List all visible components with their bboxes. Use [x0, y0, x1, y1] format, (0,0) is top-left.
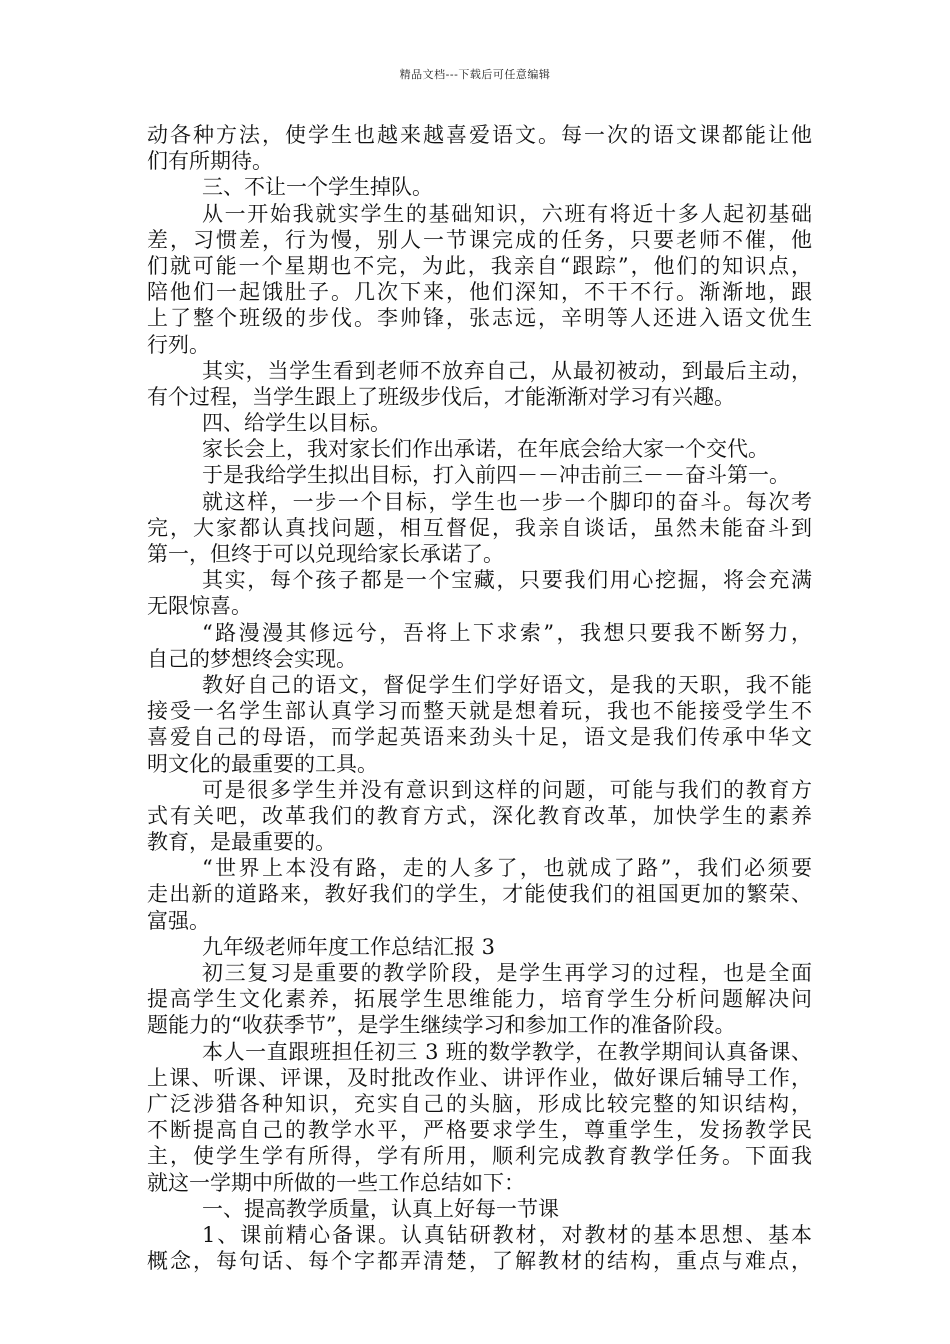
- text-line: 提高学生文化素养，拓展学生思维能力，培育学生分析问题解决问: [147, 987, 812, 1012]
- text-line: 广泛涉猎各种知识，充实自己的头脑，形成比较完整的知识结构，: [147, 1091, 812, 1116]
- text-line: 家长会上，我对家长们作出承诺，在年底会给大家一个交代。: [202, 437, 769, 462]
- text-line: 题能力的“收获季节”，是学生继续学习和参加工作的准备阶段。: [147, 1013, 736, 1038]
- text-line: 主，使学生学有所得，学有所用，顺利完成教育教学任务。下面我: [147, 1144, 812, 1169]
- text-line: “路漫漫其修远兮，吾将上下求索”，我想只要我不断努力，: [202, 620, 812, 645]
- text-line: 一、提高教学质量，认真上好每一节课: [202, 1196, 559, 1221]
- text-line: 就这样，一步一个目标，学生也一步一个脚印的奋斗。每次考: [202, 489, 812, 514]
- text-line: 本人一直跟班担任初三 3 班的数学教学，在教学期间认真备课、: [202, 1039, 812, 1064]
- text-line: 就这一学期中所做的一些工作总结如下：: [147, 1170, 525, 1195]
- text-line: 无限惊喜。: [147, 594, 252, 619]
- text-line: 式有关吧，改革我们的教育方式，深化教育改革，加快学生的素养: [147, 803, 812, 828]
- text-line: 教育，是最重要的。: [147, 830, 336, 855]
- text-line: 动各种方法，使学生也越来越喜爱语文。每一次的语文课都能让他: [147, 123, 812, 147]
- text-line: 行列。: [147, 332, 210, 357]
- text-line: 1、课前精心备课。认真钻研教材，对教材的基本思想、基本: [202, 1222, 812, 1247]
- text-line: 自己的梦想终会实现。: [147, 646, 357, 671]
- text-line: 接受一名学生部认真学习而整天就是想着玩，我也不能接受学生不: [147, 699, 812, 724]
- text-line: 有个过程，当学生跟上了班级步伐后，才能渐渐对学习有兴趣。: [147, 384, 735, 409]
- text-line: 上了整个班级的步伐。李帅锋，张志远，辛明等人还进入语文优生: [147, 306, 812, 331]
- text-line: 上课、听课、评课，及时批改作业、讲评作业，做好课后辅导工作，: [147, 1065, 812, 1090]
- text-line: 走出新的道路来，教好我们的学生，才能使我们的祖国更加的繁荣、: [147, 882, 812, 907]
- text-line: 其实，当学生看到老师不放弃自己，从最初被动，到最后主动，: [202, 358, 812, 383]
- page-header: 精品文档---下载后可任意编辑: [399, 68, 551, 81]
- text-line: 陪他们一起饿肚子。几次下来，他们深知，不干不行。渐渐地，跟: [147, 280, 812, 305]
- document-body: [147, 122, 812, 1274]
- text-line: 明文化的最重要的工具。: [147, 751, 378, 776]
- text-line: 们有所期待。: [147, 149, 273, 174]
- text-line: 喜爱自己的母语，而学起英语来劲头十足，语文是我们传承中华文: [147, 725, 812, 750]
- text-line: 三、不让一个学生掉队。: [202, 175, 433, 200]
- text-line: 富强。: [147, 908, 210, 933]
- text-line: 初三复习是重要的教学阶段，是学生再学习的过程，也是全面: [202, 961, 812, 985]
- text-line: 四、给学生以目标。: [202, 411, 391, 436]
- text-line: 概念，每句话、每个字都弄清楚，了解教材的结构，重点与难点，: [147, 1249, 812, 1274]
- text-line: 不断提高自己的教学水平，严格要求学生，尊重学生，发扬教学民: [147, 1118, 812, 1143]
- text-line: “世界上本没有路，走的人多了，也就成了路”，我们必须要: [202, 856, 812, 881]
- text-line: 从一开始我就实学生的基础知识，六班有将近十多人起初基础: [202, 201, 812, 226]
- text-line: 可是很多学生并没有意识到这样的问题，可能与我们的教育方: [202, 777, 812, 802]
- text-line: 其实，每个孩子都是一个宝藏，只要我们用心挖掘，将会充满: [202, 568, 812, 593]
- text-line: 第一，但终于可以兑现给家长承诺了。: [147, 542, 504, 566]
- text-line: 九年级老师年度工作总结汇报 3: [202, 934, 496, 959]
- text-line: 于是我给学生拟出目标，打入前四－－冲击前三－－奋斗第一。: [202, 463, 790, 488]
- text-line: 完，大家都认真找问题，相互督促，我亲自谈话，虽然未能奋斗到: [147, 515, 812, 540]
- text-line: 差，习惯差，行为慢，别人一节课完成的任务，只要老师不催，他: [147, 227, 812, 252]
- text-line: 教好自己的语文，督促学生们学好语文，是我的天职，我不能: [202, 672, 812, 697]
- text-line: 们就可能一个星期也不完，为此，我亲自“跟踪”，他们的知识点，: [147, 253, 812, 278]
